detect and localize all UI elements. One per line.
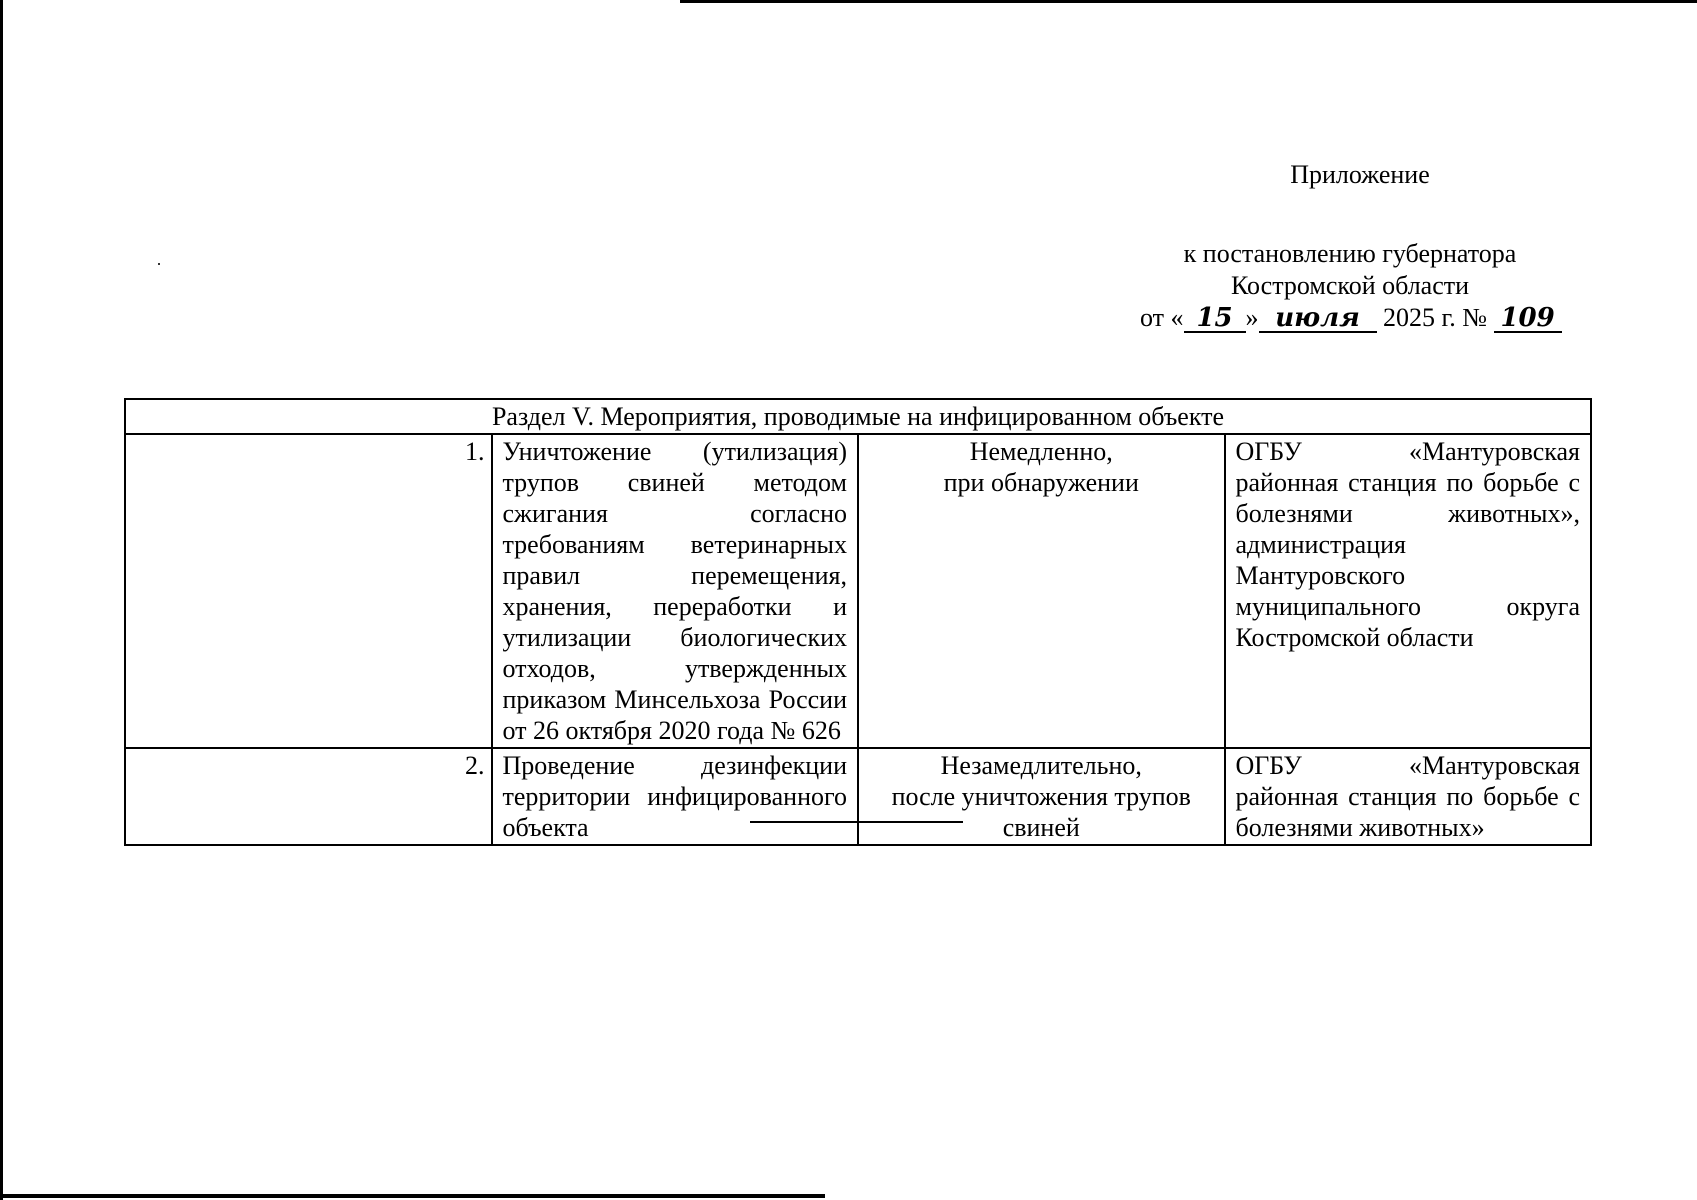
row-term-line-1: Незамедлительно,	[940, 751, 1142, 780]
scan-edge-top	[680, 0, 1697, 3]
appendix-title: Приложение	[1290, 160, 1430, 189]
row-term	[858, 434, 1225, 748]
decree-prefix: от «	[1140, 303, 1184, 332]
row-action: Уничтожение (утилизация) трупов свиней методом сжигания согласно требованиям ветеринарных правил перемещения, хранения, переработки и утилизации биологических отходов, утвержденных приказом Минсельхоза России от 26 октября 2020 года № 626	[492, 434, 859, 748]
scan-edge-bottom	[0, 1194, 825, 1198]
table-row	[125, 434, 1591, 748]
row-term-line-2: после уничтожения трупов свиней	[891, 782, 1191, 842]
row-term	[858, 748, 1225, 845]
scan-speck	[158, 263, 160, 265]
appendix-reference	[1120, 238, 1580, 302]
section-header-row	[125, 399, 1591, 434]
section-title: Раздел V. Мероприятия, проводимые на инфицированном объекте	[125, 399, 1591, 434]
decree-day-handwritten: 15	[1184, 305, 1246, 333]
row-number: 2.	[125, 748, 492, 845]
row-term-line-2: при обнаружении	[943, 468, 1139, 497]
decree-year: 2025 г. №	[1383, 303, 1488, 332]
scan-edge-left	[0, 0, 3, 1200]
appendix-line-1: к постановлению губернатора	[1183, 239, 1517, 268]
row-number: 1.	[125, 434, 492, 748]
appendix-line-2: Костромской области	[1230, 271, 1470, 300]
decree-month-handwritten: июля	[1259, 305, 1377, 333]
row-action: Проведение дезинфекции территории инфицированного объекта	[492, 748, 859, 845]
end-of-document-rule	[750, 821, 963, 823]
row-term-line-1: Немедленно,	[969, 437, 1113, 466]
measures-table	[124, 398, 1592, 846]
decree-date-number	[1140, 302, 1600, 334]
row-responsible: ОГБУ «Мантуровская районная станция по борьбе с болезнями животных», администрация Мантуровского муниципального округа Костромской области	[1225, 434, 1592, 748]
decree-number-handwritten: 109	[1494, 305, 1562, 333]
table-row	[125, 748, 1591, 845]
decree-quote-close: »	[1245, 303, 1259, 332]
row-responsible: ОГБУ «Мантуровская районная станция по борьбе с болезнями животных»	[1225, 748, 1592, 845]
